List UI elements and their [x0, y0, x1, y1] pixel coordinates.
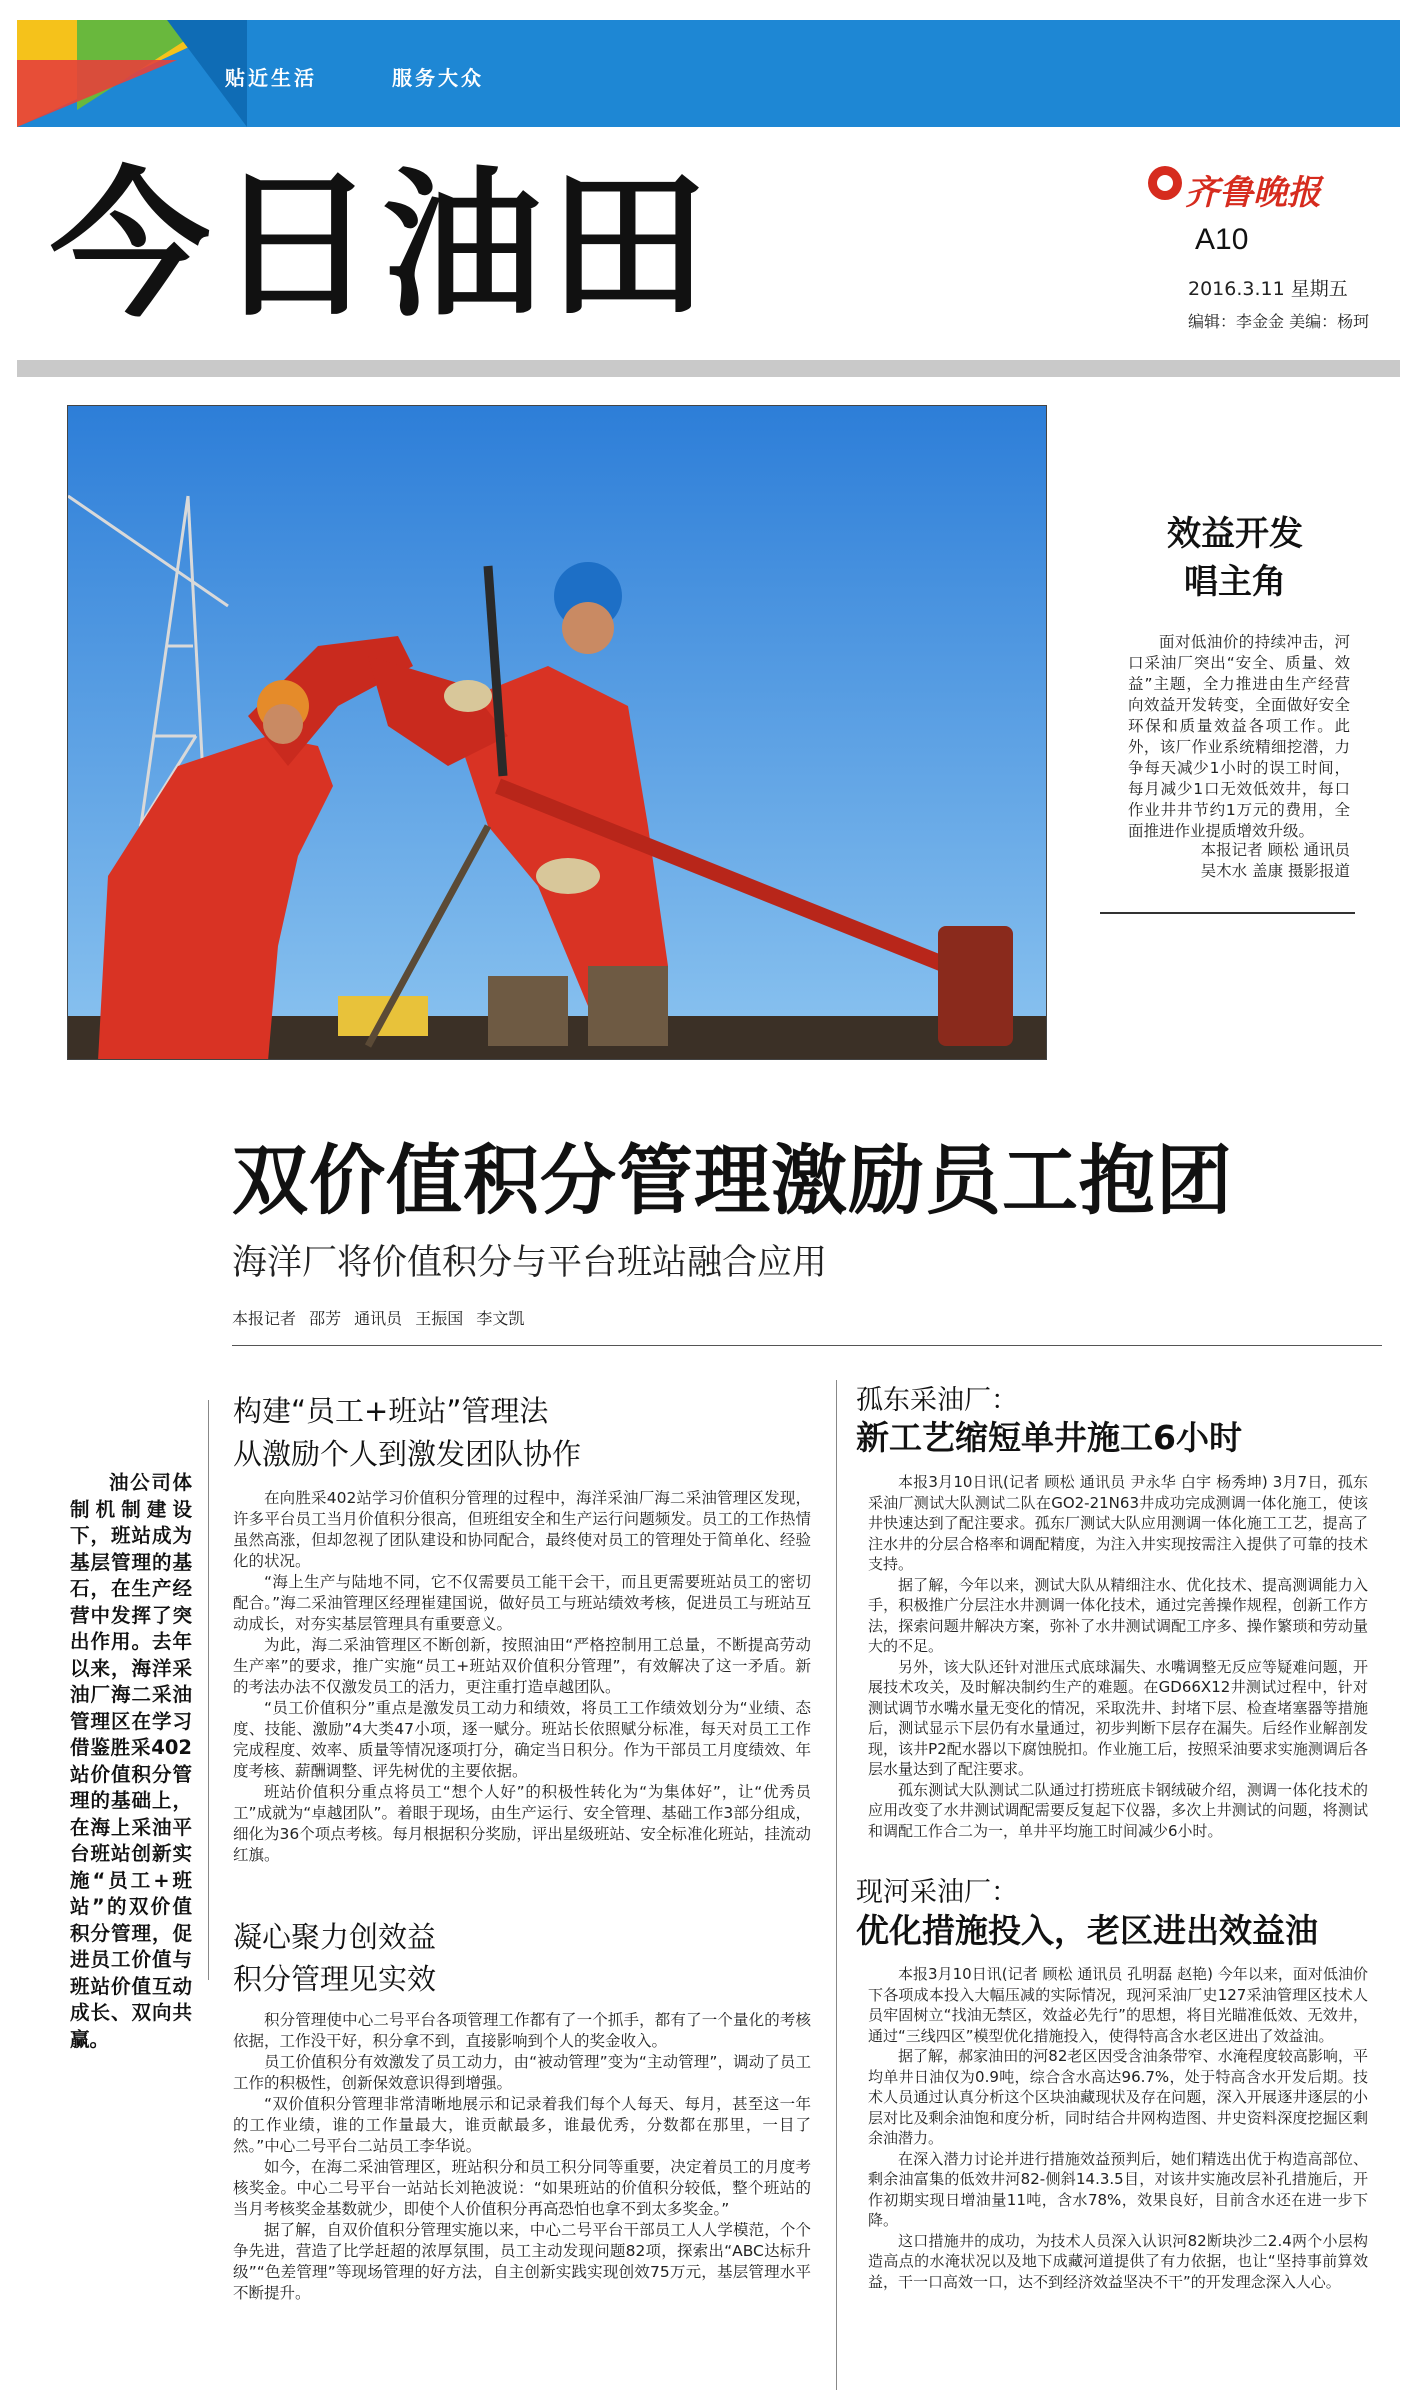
section2-heading-line2: 积分管理见实效 [233, 1962, 437, 1996]
header-divider [17, 360, 1400, 377]
section1-body [233, 1488, 811, 1866]
section-masthead: 今日油田 [50, 151, 715, 339]
corr2-title: 优化措施投入，老区进出效益油 [856, 1911, 1318, 1950]
section1-paragraph: 在向胜采402站学习价值积分管理的过程中，海洋采油厂海二采油管理区发现，许多平台员工当月价值积分很高，但班组安全和生产运行问题频发。员工的工作热情虽然高涨，但却忽视了团队建设和协同配合，最终使对员工的管理处于简单化、经验化的状况。 [233, 1489, 811, 1570]
section1-paragraph: 班站价值积分重点将员工“想个人好”的积极性转化为“为集体好”，让“优秀员工”成就为“卓越团队”。着眼于现场，由生产运行、安全管理、基础工作3部分组成，细化为36个项点考核。每月根据积分奖励，评出星级班站、安全标准化班站，挂流动红旗。 [233, 1783, 811, 1864]
section2-heading-line1: 凝心聚力创效益 [233, 1920, 437, 1954]
article-subheadline: 海洋厂将价值积分与平台班站融合应用 [232, 1243, 828, 1283]
corr1-body [868, 1472, 1368, 1841]
photo-caption-title-line1: 效益开发 [1167, 514, 1303, 554]
section1-heading-line1: 构建“员工+班站”管理法 [233, 1394, 549, 1428]
corr2-paragraph: 在深入潜力讨论并进行措施效益预判后，她们精选出优于构造高部位、剩余油富集的低效井河82-侧斜14.3.5目，对该井实施改层补孔措施后，开作初期实现日增油量11吨，含水78%，效果良好，目前含水还在进一步下降。 [868, 2149, 1368, 2229]
corr2-paragraph: 本报3月10日讯(记者 顾松 通讯员 孔明磊 赵艳) 今年以来，面对低油价下各项成本投入大幅压减的实际情况，现河采油厂史127采油管理区技术人员牢固树立“找油无禁区，效益必先行”的思想，将目光瞄准低效、无效井，通过“三线四区”模型优化措施投入，使得特高含水老区进出了效益油。 [868, 1965, 1368, 2045]
photo-credit-line2: 吴木水 盖康 摄影报道 [1200, 862, 1350, 880]
corr1-paragraph: 本报3月10日讯(记者 顾松 通讯员 尹永华 白宇 杨秀坤) 3月7日，孤东采油厂测试大队测试二队在GO2-21N63井成功完成测调一体化施工，使该井快速达到了配注要求。孤东厂测试大队应用测调一体化施工工艺，提高了注水井的分层合格率和调配精度，为注入井实现按需注入提供了可靠的技术支持。 [868, 1473, 1368, 1573]
newspaper-logo-icon [1148, 166, 1182, 200]
corr1-kicker: 孤东采油厂： [856, 1385, 1018, 1416]
section1-paragraph: “员工价值积分”重点是激发员工动力和绩效，将员工工作绩效划分为“业绩、态度、技能、激励”4大类47小项，逐一赋分。班站长依照赋分标准，每天对员工工作完成程度、效率、质量等情况逐项打分，确定当日积分。作为干部员工月度绩效、年度考核、薪酬调整、评先树优的主要依据。 [233, 1699, 811, 1780]
corr2-body [868, 1964, 1368, 2292]
section1-paragraph: “海上生产与陆地不同，它不仅需要员工能干会干，而且更需要班站员工的密切配合。”海二采油管理区经理崔建国说，做好员工与班站绩效考核，促进员工与班站互动成长，对夯实基层管理具有重要意义。 [233, 1573, 811, 1633]
section2-paragraph: 员工价值积分有效激发了员工动力，由“被动管理”变为“主动管理”，调动了员工工作的积极性，创新保效意识得到增强。 [233, 2053, 811, 2092]
photo-credit-line1: 本报记者 顾松 通讯员 [1200, 841, 1350, 859]
caption-divider [1100, 912, 1355, 914]
column-divider [836, 1380, 837, 2390]
photo-caption-text: 面对低油价的持续冲击，河口采油厂突出“安全、质量、效益”主题，全力推进由生产经营向效益开发转变，全面做好安全环保和质量效益各项工作。此外，该厂作业系统精细挖潜，力争每天减少1小时的误工时间，每月减少1口无效低效井，每口作业井井节约1万元的费用，全面推进作业提质增效升级。 [1128, 633, 1350, 840]
corr1-paragraph: 另外，该大队还针对泄压式底球漏失、水嘴调整无反应等疑难问题，开展技术攻关，及时解决制约生产的难题。在GD66X12井测试过程中，针对测试调节水嘴水量无变化的情况，采取洗井、封堵下层、检查堵塞器等措施后，测试显示下层仍有水量通过，初步判断下层存在漏失。后经作业解剖发现，该井P2配水器以下腐蚀脱扣。作业施工后，按照采油要求实施测调后各层水量达到了配注要求。 [868, 1657, 1368, 1778]
lead-column-divider [208, 1400, 209, 1980]
corr1-paragraph: 据了解，今年以来，测试大队从精细注水、优化技术、提高测调能力入手，积极推广分层注水井测调一体化技术，通过完善操作规程，创新工作方法，探索问题井解决方案，弥补了水井测试调配工序多、操作繁琐和劳动量大的不足。 [868, 1575, 1368, 1655]
corr1-title: 新工艺缩短单井施工6小时 [856, 1418, 1242, 1457]
article-lead: 油公司体制机制建设下，班站成为基层管理的基石，在生产经营中发挥了突出作用。去年以来，海洋采油厂海二采油管理区在学习借鉴胜采402站价值积分管理的基础上，在海上采油平台班站创新实施“员工+班站”的双价值积分管理，促进员工价值与班站价值互动成长、双向共赢。 [70, 1471, 192, 2051]
section2-paragraph: 如今，在海二采油管理区，班站积分和员工积分同等重要，决定着员工的月度考核奖金。中心二号平台一站站长刘艳波说：“如果班站的价值积分较低，整个班站的当月考核奖金基数就少，即使个人价值积分再高恐怕也拿不到太多奖金。” [233, 2158, 811, 2218]
corr2-kicker: 现河采油厂： [856, 1877, 1018, 1908]
photo-caption-credit [1128, 840, 1350, 882]
editor-credits: 编辑：李金金 美编：杨珂 [1188, 312, 1370, 331]
photo-caption-title [1090, 510, 1380, 606]
section1-paragraph: 为此，海二采油管理区不断创新，按照油田“严格控制用工总量，不断提高劳动生产率”的要求，推广实施“员工+班站双价值积分管理”，有效解决了这一矛盾。新的考法办法不仅激发员工的活力，更注重打造卓越团队。 [233, 1636, 811, 1696]
oil-workers-photo [67, 405, 1047, 1060]
banner-graphic [17, 60, 177, 127]
publication-date: 2016.3.11 星期五 [1188, 278, 1348, 300]
section2-paragraph: 据了解，自双价值积分管理实施以来，中心二号平台干部员工人人学模范，个个争先进，营造了比学赶超的浓厚氛围，员工主动发现问题82项，探索出“ABC达标升级”“色差管理”等现场管理的好方法，自主创新实践实现创效75万元，基层管理水平不断提升。 [233, 2221, 811, 2302]
page-number: A10 [1195, 223, 1249, 256]
banner-slogan-right: 服务大众 [392, 68, 484, 90]
article-headline: 双价值积分管理激励员工抱团 [232, 1136, 1233, 1225]
headline-divider [232, 1345, 1382, 1346]
section1-heading-line2: 从激励个人到激发团队协作 [233, 1437, 582, 1471]
article-byline: 本报记者 邵芳 通讯员 王振国 李文凯 [232, 1309, 525, 1328]
corr2-paragraph: 这口措施井的成功，为技术人员深入认识河82断块沙二2.4两个小层构造高点的水淹状况以及地下成藏河道提供了有力依据，也让“坚持事前算效益，干一口高效一口，达不到经济效益坚决不干”的开发理念深入人心。 [868, 2231, 1368, 2291]
section2-body [233, 2010, 811, 2304]
section2-paragraph: 积分管理使中心二号平台各项管理工作都有了一个抓手，都有了一个量化的考核依据，工作没干好，积分拿不到，直接影响到个人的奖金收入。 [233, 2011, 811, 2050]
banner-slogan-left: 贴近生活 [225, 68, 317, 90]
newspaper-name: 齐鲁晚报 [1185, 173, 1321, 213]
section2-paragraph: “双价值积分管理非常清晰地展示和记录着我们每个人每天、每月，甚至这一年的工作业绩，谁的工作量最大，谁贡献最多，谁最优秀，分数都在那里，一目了然。”中心二号平台二站员工李华说。 [233, 2095, 811, 2155]
corr2-paragraph: 据了解，郝家油田的河82老区因受含油条带窄、水淹程度较高影响，平均单井日油仅为0.9吨，综合含水高达96.7%，处于特高含水开发后期。技术人员通过认真分析这个区块油藏现状及存在问题，深入开展逐井逐层的小层对比及剩余油饱和度分析，同时结合井网构造图、井史资料深度挖掘区剩余油潜力。 [868, 2047, 1368, 2147]
top-banner [17, 20, 1400, 127]
corr1-paragraph: 孤东测试大队测试二队通过打捞班底卡钢绒破介绍，测调一体化技术的应用改变了水井测试调配需要反复起下仪器，多次上井测试的问题，将测试和调配工作合二为一，单井平均施工时间减少6小时。 [868, 1780, 1368, 1840]
photo-caption-title-line2: 唱主角 [1184, 562, 1286, 602]
